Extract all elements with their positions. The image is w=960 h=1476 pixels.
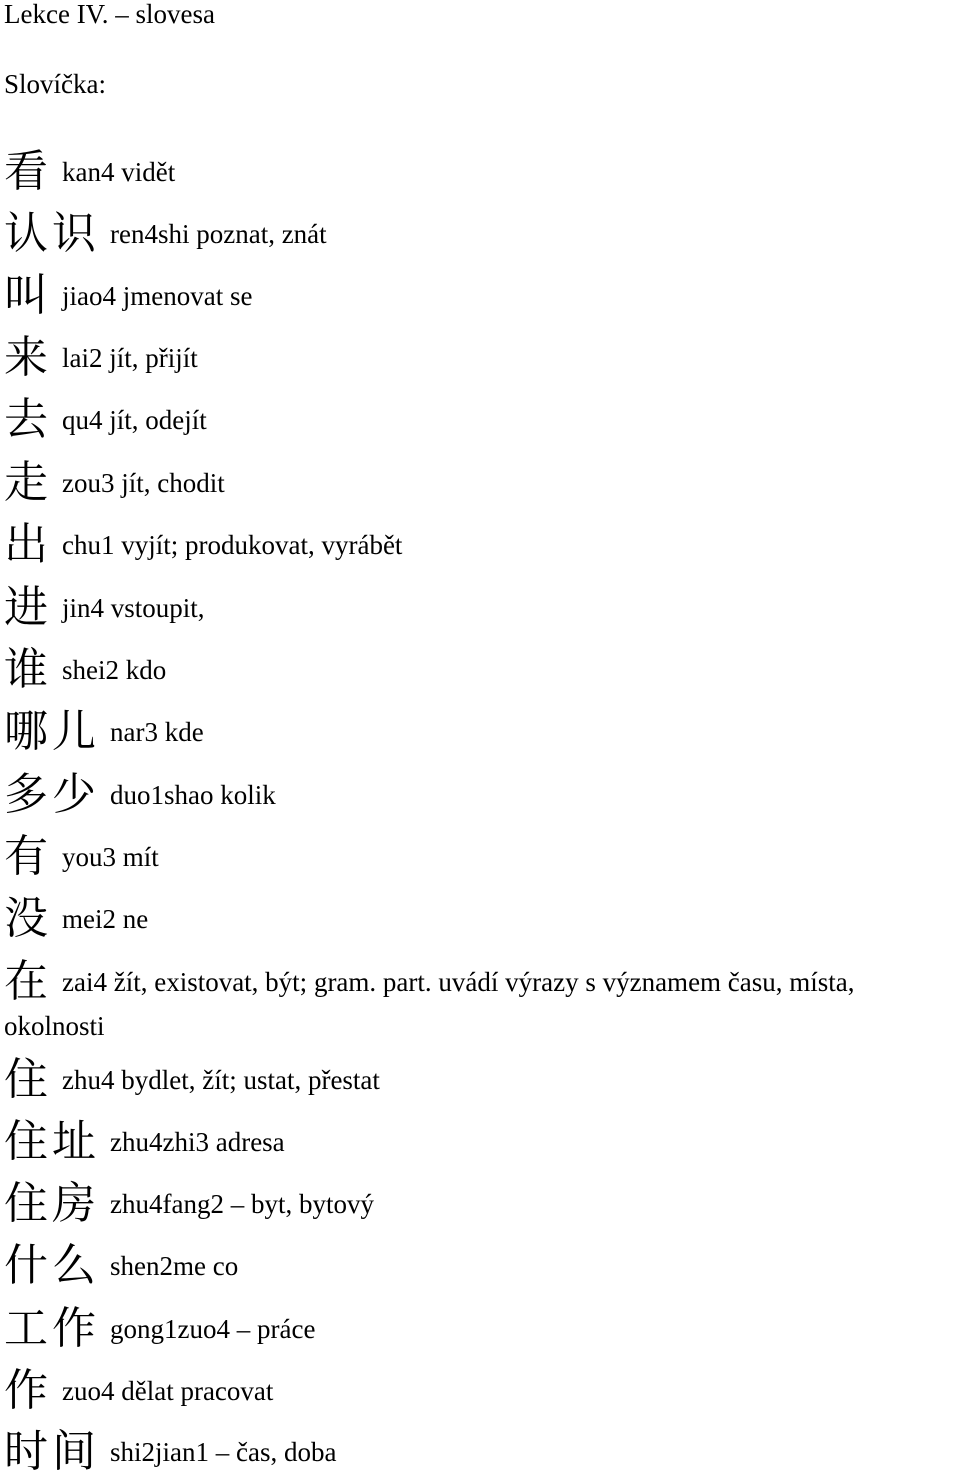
vocab-gloss: zuo4 dělat pracovat: [62, 1376, 274, 1406]
vocab-gloss: gong1zuo4 – práce: [110, 1314, 316, 1344]
vocab-entry: [4, 272, 960, 320]
vocab-hanzi: 叫: [4, 272, 52, 320]
vocab-entry: [4, 895, 960, 943]
vocab-hanzi: 哪儿: [4, 708, 100, 756]
vocab-entry: [4, 396, 960, 444]
vocab-gloss: qu4 jít, odejít: [62, 405, 207, 435]
vocab-entry: [4, 958, 960, 1006]
vocab-gloss: kan4 vidět: [62, 157, 176, 187]
vocab-gloss: mei2 ne: [62, 904, 149, 934]
vocab-hanzi: 谁: [4, 646, 52, 694]
vocabulary-heading: Slovíčka:: [4, 69, 106, 99]
vocab-hanzi: 看: [4, 148, 52, 196]
vocab-gloss: zhu4 bydlet, žít; ustat, přestat: [62, 1065, 380, 1095]
vocab-hanzi: 住址: [4, 1118, 100, 1166]
vocab-entry: [4, 584, 960, 632]
vocab-hanzi: 作: [4, 1367, 52, 1415]
vocab-hanzi: 有: [4, 833, 52, 881]
vocab-entry: [4, 459, 960, 507]
vocab-hanzi: 来: [4, 334, 52, 382]
vocab-gloss-continuation: okolnosti: [4, 1011, 105, 1041]
vocab-entry: [4, 521, 960, 569]
vocab-entry: [4, 1056, 960, 1104]
vocab-gloss: zhu4zhi3 adresa: [110, 1127, 285, 1157]
vocab-entry: [4, 1118, 960, 1166]
vocab-hanzi: 多少: [4, 771, 100, 819]
vocab-gloss: shi2jian1 – čas, doba: [110, 1437, 337, 1467]
vocab-hanzi: 进: [4, 584, 52, 632]
vocab-hanzi: 去: [4, 396, 52, 444]
vocab-hanzi: 工作: [4, 1305, 100, 1353]
vocab-entry: [4, 708, 960, 756]
vocab-hanzi: 时间: [4, 1428, 100, 1476]
vocab-entry: [4, 148, 960, 196]
lesson-title: Lekce IV. – slovesa: [4, 0, 215, 29]
vocab-gloss: jin4 vstoupit,: [62, 593, 205, 623]
vocab-entry: [4, 1305, 960, 1353]
vocab-entry: [4, 646, 960, 694]
vocab-entry: [4, 833, 960, 881]
vocab-hanzi: 住房: [4, 1180, 100, 1228]
vocab-gloss: zhu4fang2 – byt, bytový: [110, 1189, 374, 1219]
vocab-hanzi: 出: [4, 521, 52, 569]
vocab-gloss: duo1shao kolik: [110, 780, 276, 810]
vocab-hanzi: 没: [4, 895, 52, 943]
vocab-gloss: you3 mít: [62, 842, 159, 872]
vocab-hanzi: 什么: [4, 1242, 100, 1290]
vocab-hanzi: 走: [4, 459, 52, 507]
vocab-entry: [4, 210, 960, 258]
vocab-gloss: zai4 žít, existovat, být; gram. part. uvádí výrazy s významem času, místa,: [62, 967, 855, 997]
vocab-hanzi: 住: [4, 1056, 52, 1104]
vocab-entry: [4, 1242, 960, 1290]
vocab-entry: [4, 771, 960, 819]
vocab-entry: [4, 1180, 960, 1228]
vocab-hanzi: 在: [4, 958, 52, 1006]
vocab-gloss: nar3 kde: [110, 717, 204, 747]
vocab-hanzi: 认识: [4, 210, 100, 258]
vocab-entry: [4, 1428, 960, 1476]
vocab-gloss: chu1 vyjít; produkovat, vyrábět: [62, 530, 403, 560]
vocab-entry: [4, 1367, 960, 1415]
vocab-gloss: jiao4 jmenovat se: [62, 281, 253, 311]
vocab-gloss: zou3 jít, chodit: [62, 468, 225, 498]
vocab-gloss: lai2 jít, přijít: [62, 343, 198, 373]
vocab-gloss: shen2me co: [110, 1251, 239, 1281]
vocab-entry: [4, 334, 960, 382]
vocab-gloss: ren4shi poznat, znát: [110, 219, 327, 249]
vocab-gloss: shei2 kdo: [62, 655, 167, 685]
